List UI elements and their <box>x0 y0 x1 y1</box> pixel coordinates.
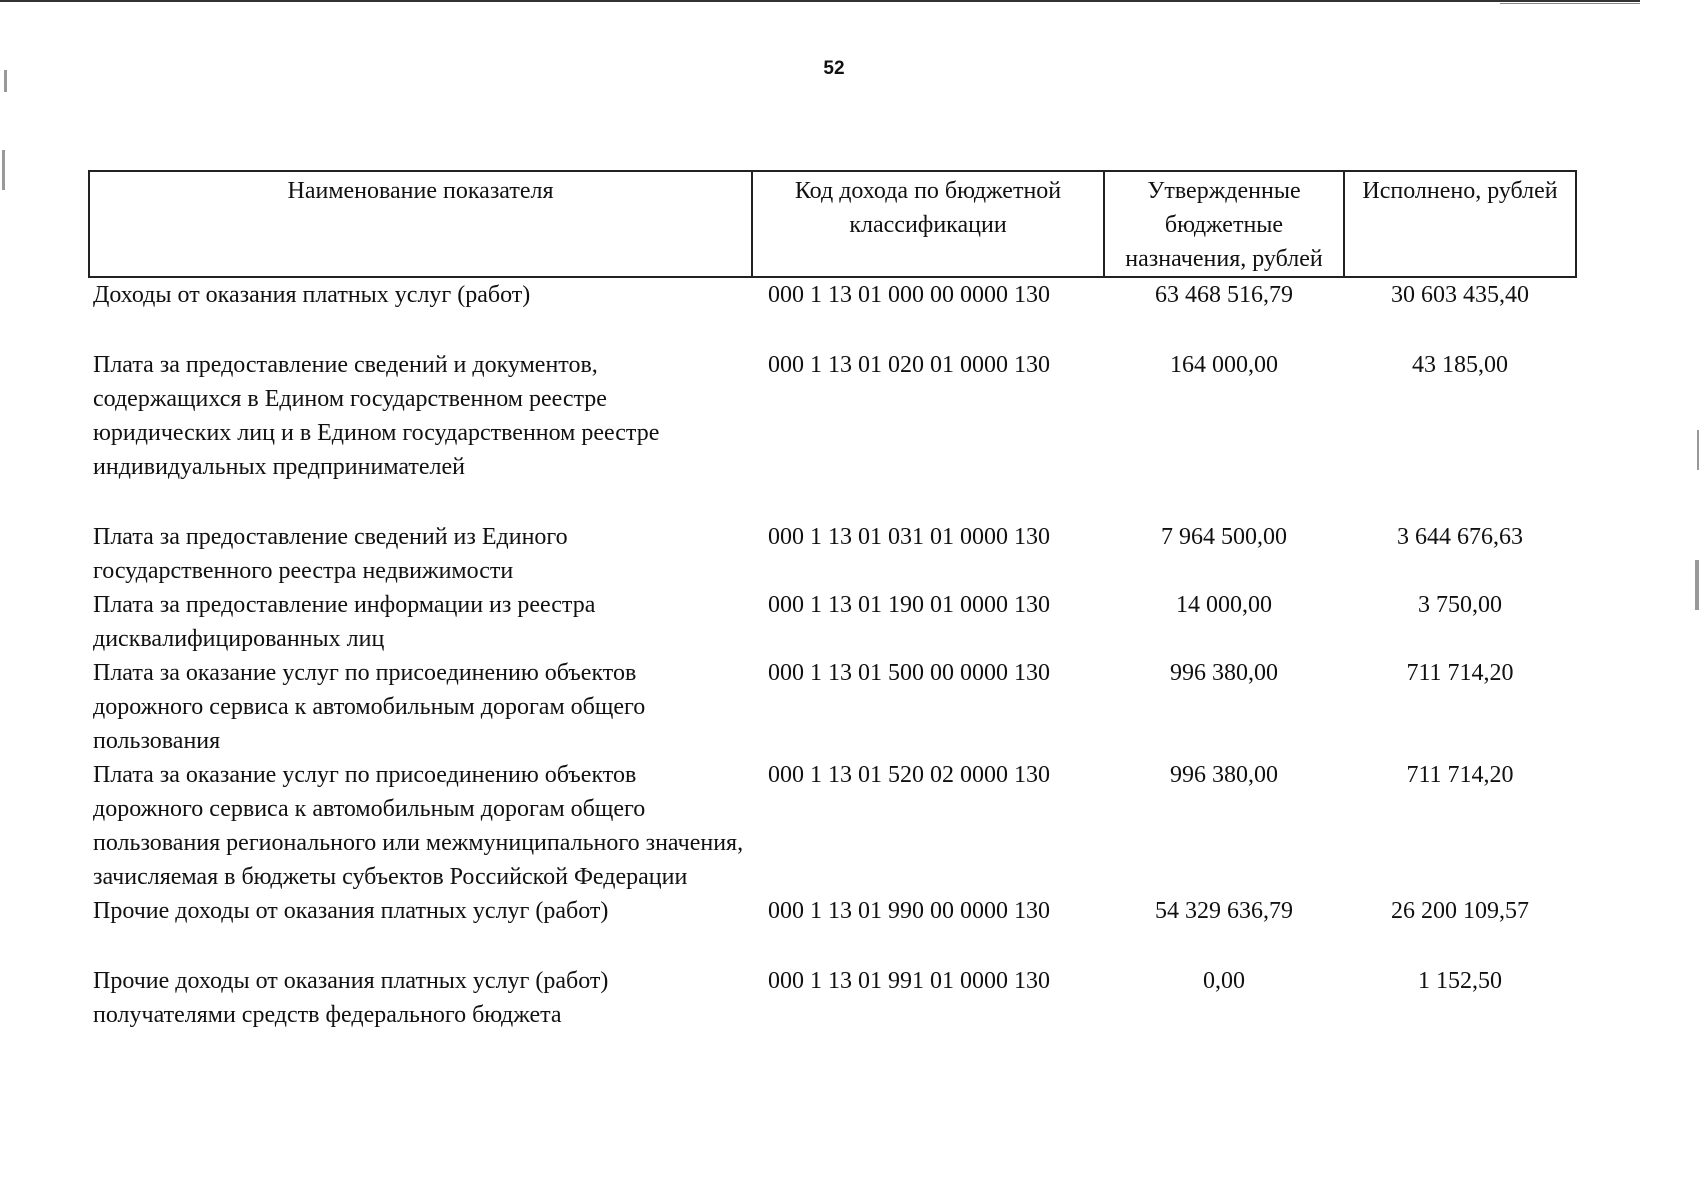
row-executed: 1 152,50 <box>1418 968 1502 994</box>
row-executed: 26 200 109,57 <box>1391 898 1529 924</box>
top-scan-rule-thin <box>1500 3 1640 4</box>
row-name: Плата за оказание услуг по присоединению объектов дорожного сервиса к автомобильным дорогам общего пользования <box>93 660 646 754</box>
row-name: Плата за предоставление информации из реестра дисквалифицированных лиц <box>93 592 596 652</box>
row-code: 000 1 13 01 991 01 0000 130 <box>768 968 1050 994</box>
row-approved: 63 468 516,79 <box>1155 282 1293 308</box>
header-executed-amount: Исполнено, рублей <box>1344 171 1576 277</box>
table-row <box>89 588 1576 656</box>
row-approved: 164 000,00 <box>1170 352 1278 378</box>
row-name: Плата за оказание услуг по присоединению объектов дорожного сервиса к автомобильным дорогам общего пользования регионального или межмуниципального значения, зачисляемая в бюджеты субъектов Российской Федерации <box>93 762 744 890</box>
header-indicator-name: Наименование показателя <box>89 171 752 277</box>
row-code: 000 1 13 01 020 01 0000 130 <box>768 352 1050 378</box>
row-approved: 14 000,00 <box>1176 592 1272 618</box>
row-executed: 711 714,20 <box>1406 762 1514 788</box>
revenue-table <box>88 170 1577 1032</box>
page-number: 52 <box>823 58 845 79</box>
table-row <box>89 964 1576 1032</box>
scan-mark <box>1695 560 1699 610</box>
row-code: 000 1 13 01 190 01 0000 130 <box>768 592 1050 618</box>
top-scan-rule <box>0 0 1640 2</box>
row-approved: 0,00 <box>1203 968 1245 994</box>
row-code: 000 1 13 01 031 01 0000 130 <box>768 524 1050 550</box>
row-executed: 43 185,00 <box>1412 352 1508 378</box>
row-code: 000 1 13 01 500 00 0000 130 <box>768 660 1050 686</box>
row-code: 000 1 13 01 000 00 0000 130 <box>768 282 1050 308</box>
table-header <box>89 171 1576 277</box>
row-executed: 30 603 435,40 <box>1391 282 1529 308</box>
row-code: 000 1 13 01 990 00 0000 130 <box>768 898 1050 924</box>
table-row <box>89 758 1576 894</box>
table-row <box>89 277 1576 348</box>
row-name: Плата за предоставление сведений и документов, содержащихся в Едином государственном реестре юридических лиц и в Едином государственном реестре индивидуальных предпринимателей <box>93 352 660 480</box>
table-body <box>89 277 1576 1032</box>
scan-mark <box>2 150 5 190</box>
row-approved: 7 964 500,00 <box>1161 524 1287 550</box>
table-row <box>89 656 1576 758</box>
row-approved: 996 380,00 <box>1170 762 1278 788</box>
header-revenue-code: Код дохода по бюджетной классификации <box>752 171 1104 277</box>
row-name: Плата за предоставление сведений из Единого государственного реестра недвижимости <box>93 524 568 584</box>
table-row <box>89 894 1576 964</box>
row-approved: 996 380,00 <box>1170 660 1278 686</box>
header-approved-amount: Утвержденные бюджетные назначения, рублей <box>1104 171 1344 277</box>
row-executed: 711 714,20 <box>1406 660 1514 686</box>
row-approved: 54 329 636,79 <box>1155 898 1293 924</box>
table-row <box>89 520 1576 588</box>
header-row <box>89 171 1576 277</box>
table-row <box>89 348 1576 520</box>
row-name: Прочие доходы от оказания платных услуг (работ) получателями средств федерального бюджета <box>93 968 609 1028</box>
row-executed: 3 644 676,63 <box>1397 524 1523 550</box>
row-name: Прочие доходы от оказания платных услуг (работ) <box>93 898 609 924</box>
row-executed: 3 750,00 <box>1418 592 1502 618</box>
row-name: Доходы от оказания платных услуг (работ) <box>93 282 531 308</box>
scan-mark <box>1697 430 1699 470</box>
row-code: 000 1 13 01 520 02 0000 130 <box>768 762 1050 788</box>
